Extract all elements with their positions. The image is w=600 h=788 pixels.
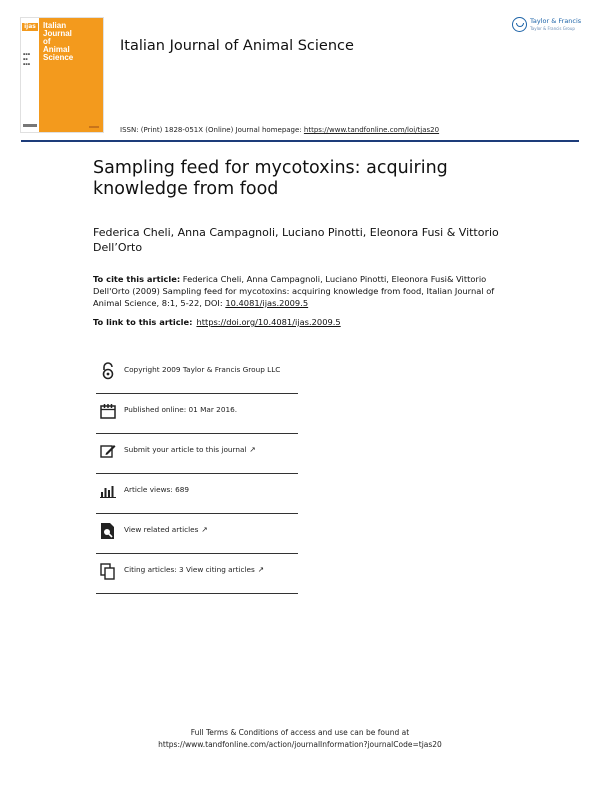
cover-strip-text: ▪▪▪ ▪▪ ▪▪▪: [23, 52, 31, 66]
footer-terms-text: Full Terms & Conditions of access and use can be found at: [190, 728, 410, 737]
info-item-published: [96, 393, 298, 434]
article-doi-link[interactable]: https://doi.org/10.4081/ijas.2009.5: [196, 317, 341, 327]
copyright-label: Copyright 2009 Taylor & Francis Group LLC: [124, 365, 281, 374]
footer: [0, 727, 600, 751]
publisher-name: Taylor & Francis: [530, 17, 582, 25]
article-link-label: To link to this article:: [93, 317, 193, 327]
bar-chart-icon: [100, 482, 116, 500]
info-item-submit[interactable]: [96, 433, 298, 474]
header-rule: [21, 140, 579, 142]
external-link-icon: ↗: [257, 565, 265, 574]
citation-text: Federica Cheli, Anna Campagnoli, Luciano Pinotti, Eleonora Fusi& Vittorio Dell'Orto (2009) Sampling feed for mycotoxins: acquiring knowledge from food, Italian Journal of Animal Science, 8:1, 5-22, DOI:: [93, 274, 495, 308]
copy-documents-icon: [100, 562, 116, 580]
cover-abbreviation: ijas: [22, 23, 38, 31]
citing-articles-link[interactable]: Citing articles: 3 View citing articles ↗: [124, 565, 265, 574]
issn-line: [120, 126, 439, 134]
issn-text: ISSN: (Print) 1828-051X (Online) Journal homepage:: [120, 126, 304, 134]
external-link-icon: ↗: [201, 525, 208, 534]
citation-doi-link[interactable]: 10.4081/ijas.2009.5: [225, 298, 309, 308]
journal-cover: [21, 18, 103, 132]
publisher-logo-icon: [512, 17, 527, 32]
citation-block: [93, 273, 513, 309]
article-authors: Federica Cheli, Anna Campagnoli, Luciano Pinotti, Eleonora Fusi & Vittorio Dell’Orto: [93, 226, 499, 254]
journal-homepage-link[interactable]: https://www.tandfonline.com/loi/tjas20: [303, 126, 440, 134]
article-title: Sampling feed for mycotoxins: acquiring knowledge from food: [93, 158, 448, 199]
submit-article-link[interactable]: Submit your article to this journal ↗: [124, 445, 256, 454]
external-link-icon: ↗: [249, 445, 256, 454]
calendar-icon: [100, 402, 116, 420]
edit-icon: [100, 442, 116, 460]
open-access-icon: [100, 362, 116, 380]
published-label: Published online: 01 Mar 2016.: [124, 405, 238, 414]
publisher-tagline: Taylor & Francis Group: [530, 26, 575, 31]
citation-label: To cite this article:: [93, 274, 181, 284]
cover-corner-mark: [89, 126, 99, 128]
journal-name: Italian Journal of Animal Science: [120, 38, 354, 54]
info-item-citing[interactable]: [96, 553, 298, 594]
article-views-label: Article views: 689: [124, 485, 190, 494]
publisher-logo[interactable]: [512, 16, 584, 36]
info-item-related[interactable]: [96, 513, 298, 554]
info-item-copyright: [96, 353, 298, 394]
cover-title: Italian Journal of Animal Science: [43, 21, 74, 62]
cover-publisher-mark: [23, 124, 37, 127]
cover-side-strip: [21, 18, 39, 132]
related-articles-link[interactable]: View related articles ↗: [124, 525, 208, 534]
info-item-views: [96, 473, 298, 514]
article-link-line: [93, 317, 341, 327]
search-document-icon: [100, 522, 116, 540]
footer-terms-link[interactable]: https://www.tandfonline.com/action/journalInformation?journalCode=tjas20: [158, 740, 442, 749]
